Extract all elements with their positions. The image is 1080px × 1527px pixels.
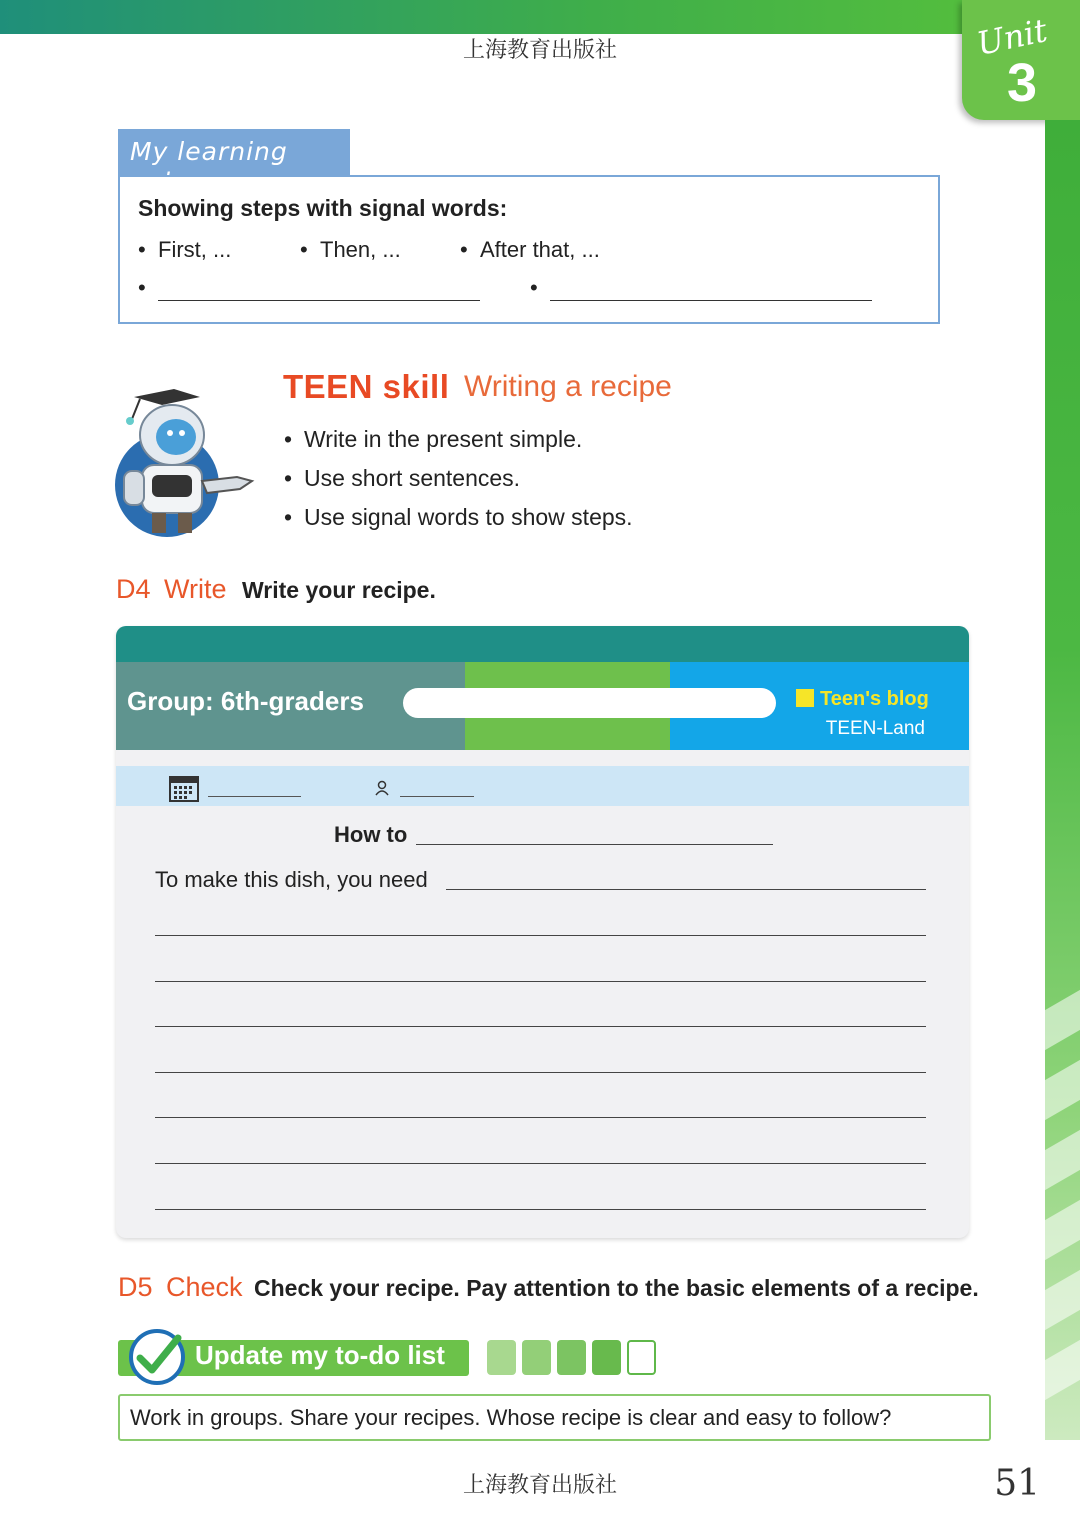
top-color-bar <box>0 0 1080 34</box>
writing-line[interactable] <box>155 1117 926 1118</box>
writing-line[interactable] <box>155 1209 926 1210</box>
skill-tip: • Use signal words to show steps. <box>284 504 633 530</box>
blog-brand: Teen's blog <box>796 688 929 711</box>
progress-box <box>592 1340 621 1375</box>
learning-notes-heading: Showing steps with signal words: <box>138 195 508 221</box>
robot-mascot-icon <box>112 385 272 540</box>
user-icon <box>374 780 390 796</box>
writing-line[interactable] <box>155 1163 926 1164</box>
notes-blank-item[interactable]: • <box>530 275 872 301</box>
ingredients-field[interactable] <box>446 889 926 890</box>
blog-top-bar <box>116 626 969 662</box>
calendar-icon <box>169 774 199 802</box>
blog-site-name: TEEN-Land <box>825 718 925 739</box>
how-to-field[interactable] <box>416 844 773 845</box>
blog-writing-card <box>116 626 969 1238</box>
progress-box <box>522 1340 551 1375</box>
writing-line[interactable] <box>155 981 926 982</box>
todo-task-text: Work in groups. Share your recipes. Whose recipe is clear and easy to follow? <box>130 1405 892 1430</box>
checkmark-icon <box>128 1328 186 1386</box>
side-decoration-strip <box>1045 120 1080 1440</box>
d4-instruction: Write your recipe. <box>242 577 436 603</box>
notes-item: • After that, ... <box>460 237 600 262</box>
writing-line[interactable] <box>155 935 926 936</box>
unit-word: Unit <box>973 11 1051 63</box>
publisher-footer: 上海教育出版社 <box>462 1473 617 1498</box>
progress-box <box>627 1340 656 1375</box>
d4-code: D4 <box>116 574 151 604</box>
blog-title-input[interactable] <box>403 688 776 718</box>
teen-skill-title: Writing a recipe <box>464 370 672 403</box>
writing-line[interactable] <box>155 1072 926 1073</box>
brand-square-icon <box>796 689 814 707</box>
blog-info-bar <box>116 766 969 806</box>
d4-label: Write <box>164 574 227 604</box>
d5-label: Check <box>166 1272 243 1302</box>
publisher-header: 上海教育出版社 <box>462 38 617 63</box>
teen-skill-label: TEEN skill <box>283 368 450 405</box>
skill-tip: • Use short sentences. <box>284 465 521 491</box>
author-field[interactable] <box>400 796 474 797</box>
todo-task-box <box>118 1394 991 1441</box>
learning-notes-tab: My learning <box>118 129 350 176</box>
notes-item: • First, ... <box>138 237 232 262</box>
todo-label: Update my to-do list <box>195 1340 445 1370</box>
unit-tab <box>962 0 1080 120</box>
d5-instruction: Check your recipe. Pay attention to the basic elements of a recipe. <box>254 1275 979 1301</box>
page-number: 51 <box>994 1463 1040 1504</box>
progress-box <box>487 1340 516 1375</box>
notes-item: • Then, ... <box>300 237 401 262</box>
ingredients-prompt: To make this dish, you need <box>155 867 428 892</box>
how-to-label: How to <box>334 822 408 847</box>
d5-code: D5 <box>118 1272 153 1302</box>
notes-blank-item[interactable]: • <box>138 275 480 301</box>
learning-notes-box <box>118 175 940 324</box>
writing-line[interactable] <box>155 1026 926 1027</box>
date-field[interactable] <box>208 796 301 797</box>
progress-box <box>557 1340 586 1375</box>
blog-group-label: Group: 6th-graders <box>127 686 364 716</box>
teen-skill-tips <box>284 426 633 543</box>
unit-number: 3 <box>1006 53 1038 113</box>
skill-tip: • Write in the present simple. <box>284 426 583 452</box>
